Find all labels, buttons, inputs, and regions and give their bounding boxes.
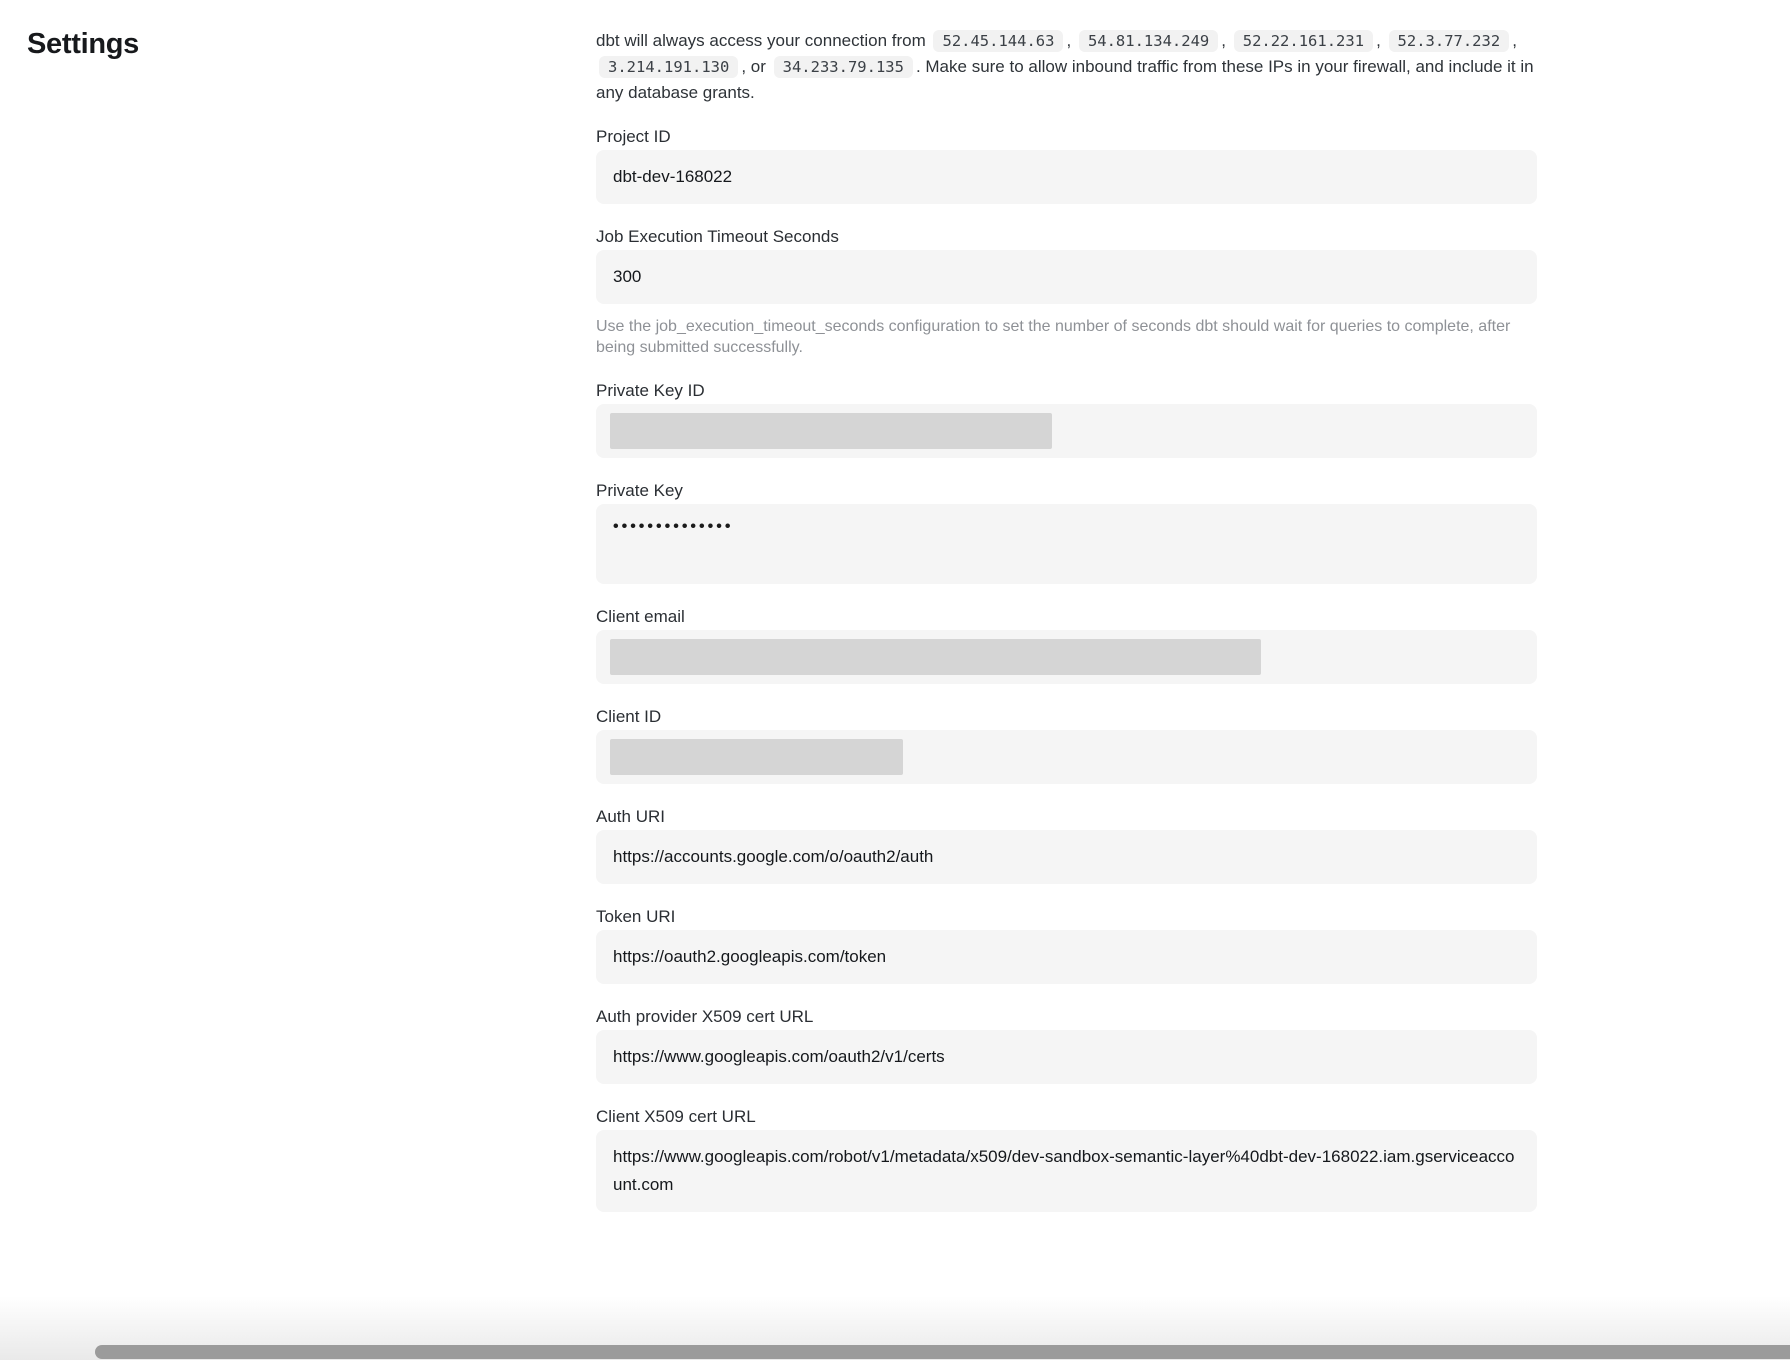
- project-id-field[interactable]: [596, 150, 1537, 204]
- intro-post-text: . Make sure to allow inbound traffic from these IPs in your firewall, and include it in any database grants.: [596, 57, 1534, 102]
- token-uri-group: [596, 906, 1537, 984]
- auth-provider-cert-url-field[interactable]: [596, 1030, 1537, 1084]
- project-id-group: [596, 126, 1537, 204]
- connection-ip-notice: [596, 28, 1545, 105]
- private-key-field[interactable]: [596, 504, 1537, 584]
- separator: ,: [1376, 31, 1381, 50]
- redaction-bar: [610, 413, 1052, 449]
- separator: ,: [1512, 31, 1517, 50]
- auth-uri-value: https://accounts.google.com/o/oauth2/auth: [613, 847, 934, 866]
- separator: ,: [1066, 31, 1072, 50]
- project-id-label: Project ID: [596, 127, 671, 146]
- token-uri-value: https://oauth2.googleapis.com/token: [613, 947, 887, 966]
- client-id-field[interactable]: [596, 730, 1537, 784]
- horizontal-scrollbar[interactable]: [95, 1345, 1790, 1359]
- ip-address-pill: 52.3.77.232: [1389, 30, 1510, 52]
- client-email-field[interactable]: [596, 630, 1537, 684]
- client-id-group: [596, 706, 1537, 784]
- client-cert-url-group: [596, 1106, 1537, 1212]
- project-id-value: dbt-dev-168022: [613, 167, 733, 186]
- auth-provider-cert-url-value: https://www.googleapis.com/oauth2/v1/certs: [613, 1047, 945, 1066]
- ip-address-pill: 34.233.79.135: [774, 56, 913, 78]
- page-title: Settings: [27, 28, 139, 60]
- job-timeout-group: [596, 226, 1537, 358]
- masked-private-key-value: ••••••••••••••: [613, 518, 734, 535]
- private-key-id-field[interactable]: [596, 404, 1537, 458]
- token-uri-label: Token URI: [596, 907, 676, 926]
- client-id-label: Client ID: [596, 707, 662, 726]
- ip-address-pill: 54.81.134.249: [1079, 30, 1218, 52]
- client-cert-url-value: https://www.googleapis.com/robot/v1/metadata/x509/dev-sandbox-semantic-layer%40dbt-dev-168022.iam.gserviceaccount.com: [613, 1147, 1515, 1194]
- job-timeout-label: Job Execution Timeout Seconds: [596, 227, 839, 246]
- redaction-bar: [610, 639, 1261, 675]
- client-email-label: Client email: [596, 607, 685, 626]
- auth-provider-cert-url-group: [596, 1006, 1537, 1084]
- private-key-label: Private Key: [596, 481, 683, 500]
- separator: , or: [741, 57, 766, 76]
- separator: ,: [1221, 31, 1226, 50]
- token-uri-field[interactable]: [596, 930, 1537, 984]
- intro-pre-text: dbt will always access your connection from: [596, 31, 926, 50]
- private-key-group: [596, 480, 1537, 584]
- client-cert-url-label: Client X509 cert URL: [596, 1107, 756, 1126]
- auth-uri-label: Auth URI: [596, 807, 665, 826]
- redaction-bar: [610, 739, 903, 775]
- job-timeout-field[interactable]: [596, 250, 1537, 304]
- job-timeout-value: 300: [613, 267, 642, 286]
- settings-form: [596, 28, 1537, 1234]
- auth-uri-group: [596, 806, 1537, 884]
- private-key-id-group: [596, 380, 1537, 458]
- auth-uri-field[interactable]: [596, 830, 1537, 884]
- job-timeout-helper-text: Use the job_execution_timeout_seconds configuration to set the number of seconds dbt should wait for queries to complete, after being submitted successfully.: [596, 318, 1511, 356]
- ip-address-pill: 52.22.161.231: [1234, 30, 1373, 52]
- client-email-group: [596, 606, 1537, 684]
- ip-address-pill: 3.214.191.130: [599, 56, 738, 78]
- auth-provider-cert-url-label: Auth provider X509 cert URL: [596, 1007, 814, 1026]
- client-cert-url-field[interactable]: [596, 1130, 1537, 1212]
- private-key-id-label: Private Key ID: [596, 381, 705, 400]
- ip-address-pill: 52.45.144.63: [933, 30, 1063, 52]
